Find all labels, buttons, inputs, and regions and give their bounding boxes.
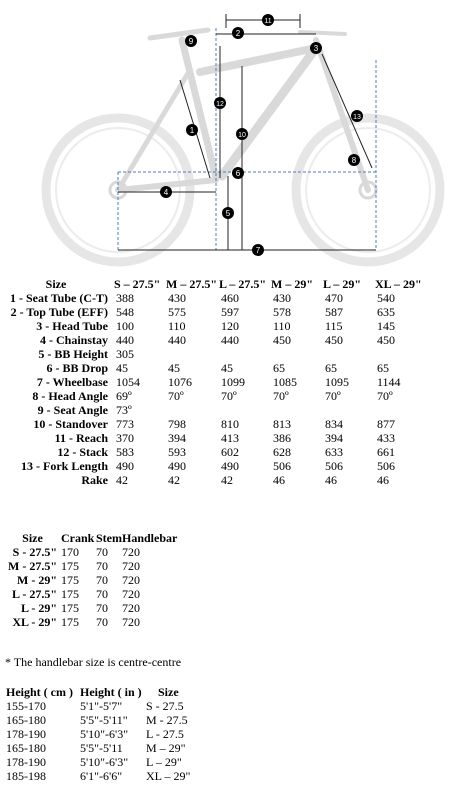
size-header: XL – 29" [375, 277, 422, 291]
geometry-cell: 773 [116, 417, 134, 431]
geometry-cell: 386 [273, 431, 291, 445]
geometry-cell: 42 [116, 473, 128, 487]
geometry-cell: 45 [221, 361, 233, 375]
components-cell: 175 [61, 573, 79, 587]
svg-text:7: 7 [255, 246, 261, 255]
geometry-cell: 46 [377, 473, 389, 487]
geometry-cell: 65 [273, 361, 285, 375]
geometry-cell: 440 [168, 333, 186, 347]
geometry-row [0, 361, 425, 375]
geometry-row-label: 3 - Head Tube [36, 319, 108, 333]
geometry-cell: 305 [116, 347, 134, 361]
geometry-cell: 506 [273, 459, 291, 473]
svg-text:1: 1 [189, 126, 195, 135]
geometry-cell: 450 [325, 333, 343, 347]
geometry-cell: 1099 [221, 375, 245, 389]
geometry-row [0, 305, 425, 319]
geometry-cell: 430 [273, 291, 291, 305]
geometry-cell: 450 [377, 333, 395, 347]
geometry-cell [164, 347, 217, 361]
geometry-cell [164, 403, 217, 417]
svg-text:11: 11 [264, 18, 272, 25]
marker-10 [236, 128, 248, 140]
geometry-cell: 490 [116, 459, 134, 473]
geometry-cell: 45 [116, 361, 128, 375]
geometry-cell: 635 [377, 305, 395, 319]
components-cell: 720 [122, 545, 140, 559]
height-in-header: Height ( in ) [80, 685, 142, 699]
rider-sizing-row [6, 741, 216, 755]
components-row [4, 601, 182, 615]
rider-sizing-cell: 5'5"-5'11 [80, 741, 123, 755]
components-row [4, 587, 182, 601]
geometry-cell: 70º [325, 389, 341, 403]
geometry-cell: 45 [168, 361, 180, 375]
geometry-cell: 661 [377, 445, 395, 459]
geometry-cell: 1144 [377, 375, 401, 389]
geometry-row-label: 13 - Fork Length [21, 459, 108, 473]
geometry-cell: 42 [221, 473, 233, 487]
components-cell: 175 [61, 601, 79, 615]
components-row-size: S - 27.5" [12, 545, 57, 559]
geometry-row-label: 6 - BB Drop [46, 361, 108, 375]
components-row [4, 615, 182, 629]
geometry-cell: 506 [377, 459, 395, 473]
size-header: M – 27.5" [166, 277, 217, 291]
geometry-cell: 587 [325, 305, 343, 319]
geometry-cell: 1095 [325, 375, 349, 389]
geometry-cell: 597 [221, 305, 239, 319]
geometry-cell [321, 403, 373, 417]
geometry-row-label: 10 - Standover [33, 417, 108, 431]
components-row-size: L - 27.5" [12, 587, 57, 601]
marker-7 [252, 244, 264, 256]
rider-sizing-cell: 5'1"-5'7" [80, 699, 123, 713]
geometry-row [0, 417, 425, 431]
components-table [4, 531, 182, 629]
rider-sizing-cell: M - 27.5 [146, 713, 188, 727]
geometry-cell: 548 [116, 305, 134, 319]
geometry-cell: 370 [116, 431, 134, 445]
geometry-cell: 65 [325, 361, 337, 375]
geometry-cell: 583 [116, 445, 134, 459]
geometry-row [0, 389, 425, 403]
bike-geometry-diagram [0, 0, 454, 272]
geometry-row-label: Rake [81, 473, 108, 487]
geometry-cell: 1076 [168, 375, 192, 389]
rider-sizing-row [6, 755, 216, 769]
geometry-cell: 100 [116, 319, 134, 333]
geometry-size-header: Size [45, 277, 67, 291]
rider-sizing-cell: L – 29" [146, 755, 182, 769]
rider-sizing-cell: 178-190 [6, 727, 46, 741]
components-size-header: Size [22, 531, 43, 545]
svg-text:4: 4 [163, 188, 169, 197]
components-row [4, 545, 182, 559]
geometry-cell: 70º [377, 389, 393, 403]
geometry-cell: 1085 [273, 375, 297, 389]
components-cell: 70 [96, 545, 108, 559]
geometry-row-label: 8 - Head Angle [32, 389, 108, 403]
geometry-cell: 145 [377, 319, 395, 333]
marker-6 [232, 167, 244, 179]
components-cell: 70 [96, 559, 108, 573]
geometry-cell: 506 [325, 459, 343, 473]
geometry-cell: 70º [273, 389, 289, 403]
geometry-row [0, 347, 425, 361]
rider-sizing-cell: XL – 29" [146, 769, 191, 783]
marker-3 [310, 42, 322, 54]
geometry-cell: 394 [168, 431, 186, 445]
rider-sizing-row [6, 713, 216, 727]
geometry-row-label: 7 - Wheelbase [36, 375, 108, 389]
rider-size-header: Size [158, 685, 179, 699]
components-cell: 720 [122, 615, 140, 629]
geometry-row [0, 445, 425, 459]
rider-sizing-row [6, 769, 216, 783]
components-cell: 70 [96, 601, 108, 615]
components-cell: 175 [61, 615, 79, 629]
marker-8 [348, 154, 360, 166]
geometry-row-label: 9 - Seat Angle [37, 403, 108, 417]
marker-1 [186, 124, 198, 136]
geometry-cell: 70º [168, 389, 184, 403]
rider-sizing-cell: 178-190 [6, 755, 46, 769]
components-cell: 70 [96, 573, 108, 587]
svg-text:12: 12 [216, 101, 224, 108]
rider-sizing-cell: M – 29" [146, 741, 186, 755]
rider-sizing-row [6, 699, 216, 713]
geometry-row [0, 291, 425, 305]
geometry-cell: 575 [168, 305, 186, 319]
bike-frame [118, 30, 368, 190]
height-cm-header: Height ( cm ) [6, 685, 73, 699]
geometry-cell: 433 [377, 431, 395, 445]
components-cell: 70 [96, 615, 108, 629]
geometry-cell: 440 [116, 333, 134, 347]
geometry-cell: 120 [221, 319, 239, 333]
geometry-row [0, 319, 425, 333]
geometry-cell: 73º [116, 403, 132, 417]
geometry-cell: 388 [116, 291, 134, 305]
handlebar-note: * The handlebar size is centre-centre [5, 655, 182, 669]
rider-sizing-row [6, 727, 216, 741]
geometry-row [0, 473, 425, 487]
geometry-row [0, 403, 425, 417]
components-header-row [4, 531, 182, 545]
components-row-size: M - 29" [17, 573, 57, 587]
svg-text:6: 6 [235, 169, 241, 178]
marker-5 [222, 207, 234, 219]
geometry-cell [217, 403, 269, 417]
svg-text:5: 5 [225, 209, 231, 218]
geometry-cell: 430 [168, 291, 186, 305]
geometry-cell: 65 [377, 361, 389, 375]
rider-sizing-cell: 185-198 [6, 769, 46, 783]
rider-sizing-table [6, 685, 216, 783]
geometry-cell: 490 [221, 459, 239, 473]
geometry-row [0, 431, 425, 445]
geometry-row [0, 333, 425, 347]
geometry-cell: 115 [325, 319, 343, 333]
geometry-row-label: 5 - BB Height [38, 347, 108, 361]
geometry-cell: 593 [168, 445, 186, 459]
geometry-cell: 813 [273, 417, 291, 431]
geometry-cell: 413 [221, 431, 239, 445]
geometry-cell: 110 [273, 319, 291, 333]
rider-sizing-header-row [6, 685, 216, 699]
geometry-cell: 810 [221, 417, 239, 431]
geometry-cell: 394 [325, 431, 343, 445]
geometry-row-label: 2 - Top Tube (EFF) [10, 305, 108, 319]
rider-sizing-cell: 5'10"-6'3" [80, 755, 129, 769]
size-header: S – 27.5" [114, 277, 161, 291]
geometry-cell: 110 [168, 319, 186, 333]
marker-11 [262, 14, 274, 26]
size-header: L – 29" [323, 277, 362, 291]
geometry-cell: 69º [116, 389, 132, 403]
components-cell: 720 [122, 573, 140, 587]
components-row-size: M - 27.5" [8, 559, 57, 573]
components-row-size: L - 29" [21, 601, 57, 615]
geometry-cell: 46 [273, 473, 285, 487]
geometry-cell: 633 [325, 445, 343, 459]
rider-sizing-cell: 165-180 [6, 713, 46, 727]
geometry-cell: 42 [168, 473, 180, 487]
geometry-cell: 540 [377, 291, 395, 305]
rider-sizing-cell: 165-180 [6, 741, 46, 755]
geometry-cell: 628 [273, 445, 291, 459]
geometry-cell [269, 403, 321, 417]
components-cell: 70 [96, 587, 108, 601]
components-cell: 720 [122, 559, 140, 573]
geometry-row-label: 12 - Stack [57, 445, 108, 459]
geometry-table [0, 277, 425, 487]
geometry-cell: 1054 [116, 375, 140, 389]
geometry-cell: 602 [221, 445, 239, 459]
geometry-cell [373, 347, 425, 361]
rider-sizing-cell: 5'5"-5'11" [80, 713, 128, 727]
svg-text:13: 13 [353, 114, 361, 121]
svg-text:10: 10 [238, 132, 246, 139]
components-cell: 175 [61, 559, 79, 573]
geometry-row-label: 11 - Reach [54, 431, 108, 445]
marker-2 [232, 27, 244, 39]
svg-text:9: 9 [188, 37, 194, 46]
crank-header: Crank [61, 531, 95, 545]
components-cell: 720 [122, 601, 140, 615]
rider-sizing-cell: 5'10"-6'3" [80, 727, 129, 741]
geometry-row-label: 1 - Seat Tube (C-T) [9, 291, 108, 305]
marker-12 [214, 97, 226, 109]
components-cell: 175 [61, 587, 79, 601]
geometry-cell [217, 347, 269, 361]
geometry-cell: 877 [377, 417, 395, 431]
rider-sizing-cell: L - 27.5 [146, 727, 184, 741]
geometry-cell: 46 [325, 473, 337, 487]
svg-text:2: 2 [235, 29, 241, 38]
size-header: L – 27.5" [219, 277, 267, 291]
geometry-cell: 440 [221, 333, 239, 347]
geometry-header-row [0, 277, 425, 291]
rider-sizing-cell: 155-170 [6, 699, 46, 713]
rider-sizing-cell: S - 27.5 [146, 699, 184, 713]
geometry-cell: 798 [168, 417, 186, 431]
components-row [4, 559, 182, 573]
stem-header: Stem [96, 531, 122, 545]
components-cell: 720 [122, 587, 140, 601]
geometry-cell: 70º [221, 389, 237, 403]
geometry-cell: 834 [325, 417, 343, 431]
marker-9 [185, 35, 197, 47]
svg-text:3: 3 [313, 44, 319, 53]
geometry-row-label: 4 - Chainstay [39, 333, 108, 347]
geometry-cell: 450 [273, 333, 291, 347]
geometry-cell: 578 [273, 305, 291, 319]
geometry-cell: 460 [221, 291, 239, 305]
geometry-cell: 470 [325, 291, 343, 305]
geometry-row [0, 375, 425, 389]
geometry-row [0, 459, 425, 473]
geometry-cell [373, 403, 425, 417]
svg-text:8: 8 [351, 156, 357, 165]
components-row [4, 573, 182, 587]
components-cell: 170 [61, 545, 79, 559]
rider-sizing-cell: 6'1"-6'6" [80, 769, 123, 783]
marker-13 [351, 110, 363, 122]
handlebar-header: Handlebar [122, 531, 178, 545]
size-header: M – 29" [271, 277, 313, 291]
geometry-cell: 490 [168, 459, 186, 473]
components-row-size: XL - 29" [12, 615, 57, 629]
geometry-cell [269, 347, 321, 361]
marker-4 [160, 186, 172, 198]
geometry-cell [321, 347, 373, 361]
